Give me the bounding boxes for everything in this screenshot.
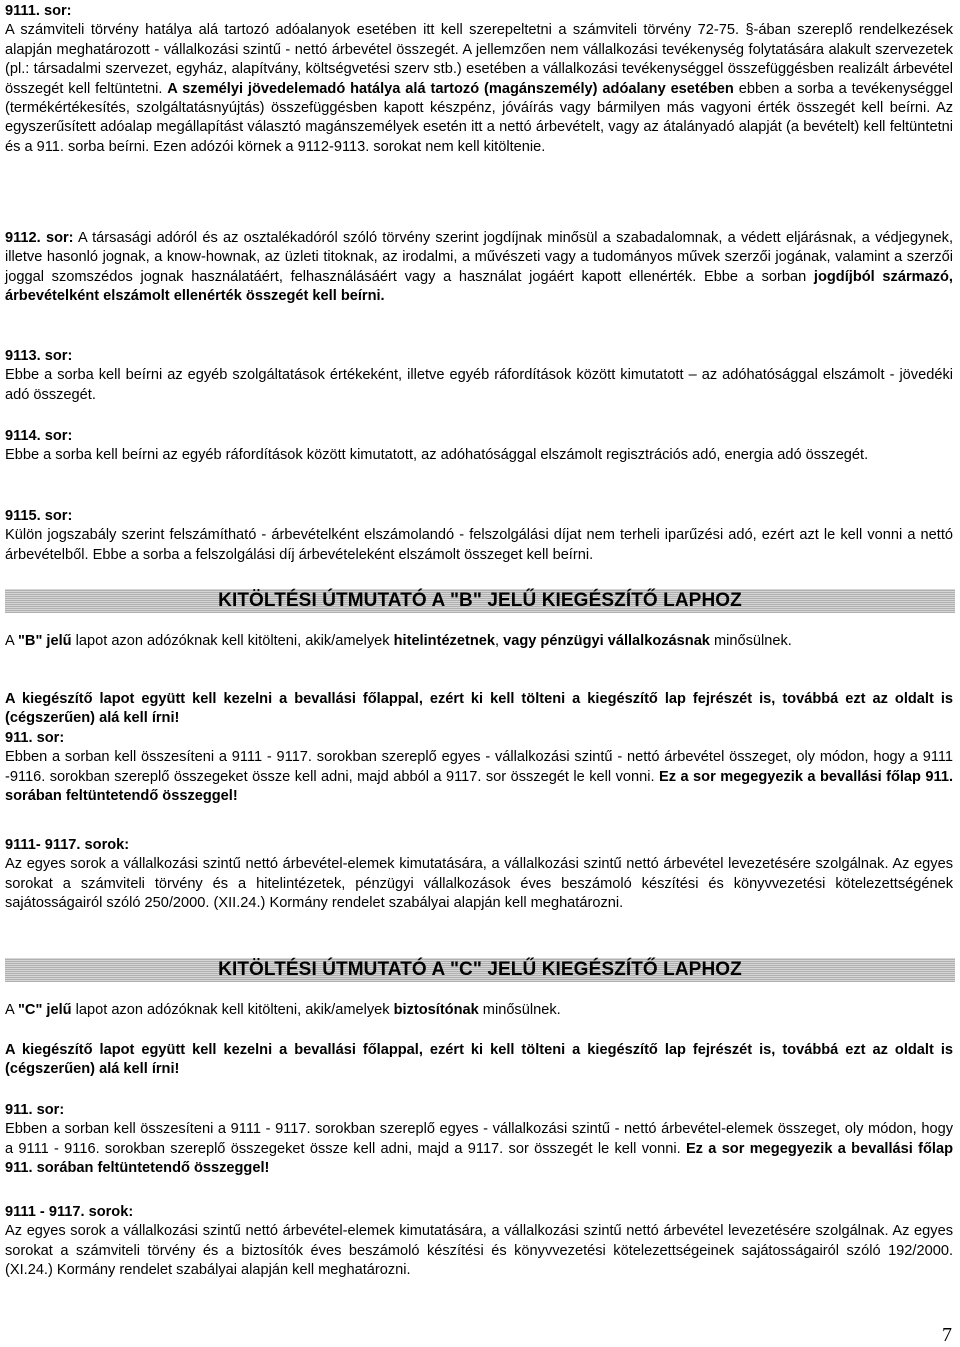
section-body: Ebben a sorban kell összesíteni a 9111 - 9117. sorokban szereplő egyes - vállalkozási szintű - nettó árbevétel összeget, oly módon, hogy a 9111 -9116. sorokban szereplő összegeket össze kell adni, majd abból a 9117. sor összegét le kell vonni. Ez a sor megegyezik a bevallási főlap 911. sorában feltüntetendő összeggel! [5, 749, 953, 805]
section-9111 [5, 2, 953, 157]
section-heading: 9114. sor: [5, 428, 73, 444]
section-heading: 9111- 9117. sorok: [5, 837, 130, 853]
section-heading: 911. sor: [5, 1102, 65, 1118]
section-c-911 [5, 1101, 953, 1179]
section-body: Ebbe a sorba kell beírni az egyéb szolgáltatások értékeként, illetve egyéb ráfordítások között kimutatott – az adóhatósággal elszámolt - jövedéki adó összegét. [5, 367, 953, 403]
section-body: Ebbe a sorba kell beírni az egyéb ráfordítások között kimutatott, az adóhatósággal elszámolt regisztrációs adó, energia adó összegét. [5, 447, 869, 464]
section-heading: 911. sor: [5, 729, 65, 746]
section-body: 9112. sor: A társasági adóról és az osztalékadóról szóló törvény szerint jogdíjnak minősül a szabadalomnak, a védett eljárásnak, a védjegynek, illetve hasonló jognak, a know-hownak, az üzleti titoknak, az irodalmi, a művészeti vagy a tudományos művek szerzői jogának, valamint a szerzői joggal szomszédos jognak használatáért, felhasználásáért vagy a használat jogáért kapott ellenérték. Ebbe a sorban jogdíjból származó, árbevételként elszámolt ellenérték összegét kell beírni. [5, 230, 954, 305]
section-b-rows [5, 836, 953, 914]
section-9112 [5, 229, 953, 307]
section-c-rows [5, 1203, 953, 1281]
section-body: Külön jogszabály szerint felszámítható - árbevételként elszámolandó - felszolgálási díjat nem terheli iparűzési adó, ezért azt le kell vonni a nettó árbevételből. Ebbe a sorba a felszolgálási díj árbevételeként elszámolt összeget kell beírni. [5, 527, 953, 563]
section-9113 [5, 347, 953, 405]
section-heading: 9111 - 9117. sorok: [5, 1204, 134, 1220]
section-9114 [5, 427, 953, 466]
section-c-note [5, 1041, 953, 1080]
section-body: A számviteli törvény hatálya alá tartozó adóalanyok esetében itt kell szerepeltetni a számviteli törvény 72-75. §-ában szereplő rendelkezések alapján meghatározott - vállalkozási szintű - nettó árbevétel összegét. A jellemzően nem vállalkozási tevékenység folytatására alakult szervezetek (pl.: társadalmi szervezet, egyház, alapítvány, költségvetési szerv stb.) esetében a vállalkozási tevékenységgel összefüggésben realizált árbevétel összegét kell feltüntetni. A személyi jövedelemadó hatálya alá tartozó (magánszemély) adóalany esetében ebben a sorba a tevékenységgel (termékértékesítés, szolgáltatásnyújtás) összefüggésben kapott készpénz, jóváírás vagy bármilyen más vagyoni érték összegét kell beírni. Az egyszerűsített adóalap megállapítást választó magánszemélyek esetén itt a nettó árbevételt, vagy az átalányadó alapját (a bevételt) kell feltüntetni és a 911. sorba beírni. Ezen adózói körnek a 9112-9113. sorokat nem kell kitöltenie. [5, 22, 953, 155]
signature-note: A kiegészítő lapot együtt kell kezelni a bevallási főlappal, ezért ki kell tölteni a kiegészítő lap fejrészét is, továbbá ezt az oldalt is (cégszerűen) alá kell írni! [5, 691, 953, 727]
section-body: Az egyes sorok a vállalkozási szintű nettó árbevétel-elemek kimutatására, a vállalkozási szintű nettó árbevétel levezetésére szolgálnak. Az egyes sorokat a számviteli törvény és a hitelintézetek, pénzügyi vállalkozások éves beszámoló készítési és könyvvezetési kötelezettségének sajátosságairól szóló 250/2000. (XII.24.) Kormány rendelet szabályai alapján kell meghatározni. [5, 856, 953, 912]
section-body: Az egyes sorok a vállalkozási szintű nettó árbevétel-elemek kimutatására, a vállalkozási szintű nettó árbevétel levezetésére szolgálnak. Az egyes sorokat a számviteli törvény és a biztosítók éves beszámoló készítési és könyvvezetési kötelezettségeinek sajátosságairól szóló 192/2000. (XI.24.) Kormány rendelet szabályai alapján kell meghatározni. [5, 1223, 953, 1279]
section-heading: 9113. sor: [5, 348, 73, 364]
section-heading: 9115. sor: [5, 508, 73, 524]
signature-note: A kiegészítő lapot együtt kell kezelni a bevallási főlappal, ezért ki kell tölteni a kiegészítő lap fejrészét is, továbbá ezt az oldalt is (cégszerűen) alá kell írni! [5, 1042, 953, 1078]
section-body: A "B" jelű lapot azon adózóknak kell kitölteni, akik/amelyek hitelintézetnek, vagy pénzügyi vállalkozásnak minősülnek. [5, 633, 792, 649]
page-number: 7 [942, 1324, 952, 1346]
section-9115 [5, 507, 953, 565]
section-b-note [5, 690, 953, 806]
section-body: Ebben a sorban kell összesíteni a 9111 - 9117. sorokban szereplő egyes - vállalkozási szintű - nettó árbevétel-elemek összeget, oly módon, hogy a 9111 - 9116. sorokban szereplő összegeket össze kell adni, majd a 9117. sor összegét le kell vonni. Ez a sor megegyezik a bevallási főlap 911. sorában feltüntetendő összeggel! [5, 1121, 953, 1177]
banner-title-b: KITÖLTÉSI ÚTMUTATÓ A "B" JELŰ KIEGÉSZÍTŐ LAPHOZ [218, 590, 742, 611]
section-c-intro [5, 1001, 953, 1020]
section-heading: 9111. sor: [5, 3, 72, 19]
section-body: A "C" jelű lapot azon adózóknak kell kitölteni, akik/amelyek biztosítónak minősülnek. [5, 1002, 561, 1018]
banner-title-c: KITÖLTÉSI ÚTMUTATÓ A "C" JELŰ KIEGÉSZÍTŐ LAPHOZ [218, 959, 742, 980]
section-b-intro [5, 632, 953, 651]
